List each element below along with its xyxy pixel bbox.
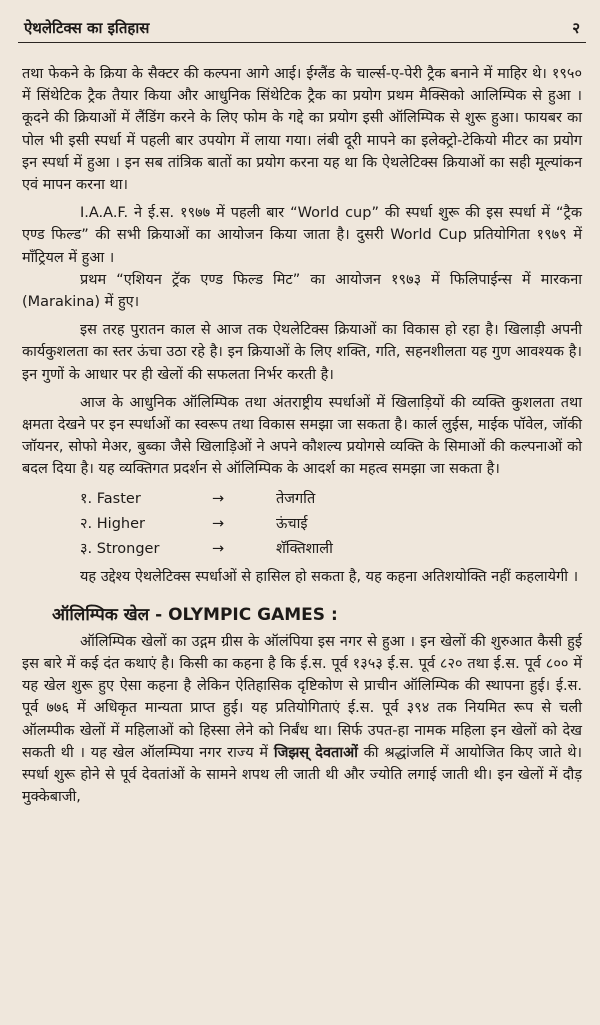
arrow-icon: → [212,515,225,532]
page-number: २ [572,19,580,37]
motto-list [80,487,582,562]
paragraph-asian-meet: प्रथम “एशियन ट्रॅक एण्ड फिल्ड मिट” का आयोजन १९७३ में फिलिपाईन्स में मारकना (Marakina) में हुए। [22,271,582,311]
motto-item: ३. Stronger [80,540,160,557]
motto-meaning: तेजगति [276,490,316,507]
paragraph-conclusion: यह उद्देश्य ऐथलेटिक्स स्पर्धाओं से हासिल हो सकता है, यह कहना अतिशयोक्ति नहीं कहलायेगी । [80,568,579,585]
arrow-icon: → [212,490,225,507]
list-item [80,537,582,562]
bold-term: जिझस् देवताओं [273,744,358,761]
list-item [80,487,582,512]
motto-item: १. Faster [80,490,141,507]
paragraph-development: इस तरह पुरातन काल से आज तक ऐथलेटिक्स क्रियाओं का विकास हो रहा है। खिलाड़ी अपनी कार्यकुशलता का स्तर ऊंचा उठा रहे है। इन क्रियाओं के लिए शक्ति, गति, सहनशीलता यह गुण आवश्यक है। इन गुणों के आधार पर ही खेलों की सफलता निर्भर करती है। [22,322,582,383]
list-item [80,512,582,537]
text-run: की श्रद्धांजलि में आयोजित किए जाते थे। स्पर्धा शुरू होने से पूर्व देवतांओं के सामने शपथ ली जाती थी और ज्योति लगाई जाती थी। इन खेलों में दौड़ मुक्केबाजी, [22,744,582,806]
running-title: ऐथलेटिक्स का इतिहास [24,19,150,37]
paragraph-modern-olympics: आज के आधुनिक ऑलिम्पिक तथा अंतराष्ट्रीय स्पर्धाओं में खिलाड़ियों की व्यक्ति कुशलता तथा क्षमता देखने पर इन स्पर्धाओं का स्वरूप तथा विकास समझा जा सकता है। कार्ल लुईस, माईक पॉवेल, जॉकी जॉयनर, सोफो मेअर, बुब्का जैसे खिलाड़िओं ने अपने कौशल्य प्रयोगसे व्यक्ति के सिमाओं की कल्पनाओं को बदल दिया है। यह व्यक्तिगत प्रदर्शन से ऑलिम्पिक के आदर्श का महत्व समझा जा सकता है। [22,394,582,478]
paragraph-olympic-origin [22,631,582,809]
paragraph-track-history: तथा फेकने के क्रिया के सैक्टर की कल्पना आगे आई। ईग्लैंड के चार्ल्स-ए-पेरी ट्रैक बनाने में माहिर थे। १९५० में सिंथेटिक ट्रैक तैयार किया और आधुनिक सिंथेटिक ट्रैक का प्रयोग प्रथम मैक्सिको आलिम्पिक से हुआ । कूदने की क्रियाओं में लैंडिंग करने के लिए फोम के गद्दे का प्रयोग इसी ऑलिम्पिक से शुरू हुआ। फायबर का पोल भी इसी स्पर्धा में पहली बार उपयोग में लाया गया। लंबी दूरी मापने का इलेक्ट्रो-टेकियो मीटर का प्रयोग इन स्पर्धा में हुआ । इन सब तांत्रिक बातों का प्रयोग करना यह था कि ऐथलेटिक्स क्रियाओं का सही मूल्यांकन एवं मापन करना था। [22,66,582,194]
paragraph-world-cup: I.A.A.F. ने ई.स. १९७७ में पहली बार “World cup” की स्पर्धा शुरू की इस स्पर्धा में “ट्रैक एण्ड फिल्ड” की सभी क्रियाओं का आयोजन किया जाता है। दुसरी World Cup प्रतियोगिता १९७९ में मॉंट्रियल में हुआ । [22,205,582,266]
motto-meaning: ऊंचाई [276,515,308,532]
page-header [18,0,586,43]
motto-meaning: शॅक्तिशाली [276,540,333,557]
section-heading: ऑलिम्पिक खेल - OLYMPIC GAMES : [52,604,338,625]
page-body [22,43,582,808]
arrow-icon: → [212,540,225,557]
text-run: ऑलिम्पिक खेलों का उद्गम ग्रीस के ऑलंपिया इस नगर से हुआ । इन खेलों की शुरुआत कैसी हुई इस बारे में कई दंत कथाएं है। किसी का कहना है कि ई.स. पूर्व १३५३ ई.स. पूर्व ८२० तथा ई.स. पूर्व ८०० में यह खेल शुरू हुए ऐसा कहना है लेकिन ऐतिहासिक दृष्टिकोण से प्राचीन ऑलिम्पिक की स्थापना हुई। ई.स. पूर्व ७७६ में अधिकृत मान्यता प्राप्त हुई। यह प्रतियोगिताएं ई.स. पूर्व ३९४ तक नियमित रूप से चली ऑलम्पीक खेलों में महिलाओं को हिस्सा लेने को निर्बंध था। सिर्फ उपत-हा नामक महिला इन खेलों को देख सकती थी । यह खेल ऑलम्पिया नगर राज्य में [22,633,582,761]
motto-item: २. Higher [80,515,145,532]
